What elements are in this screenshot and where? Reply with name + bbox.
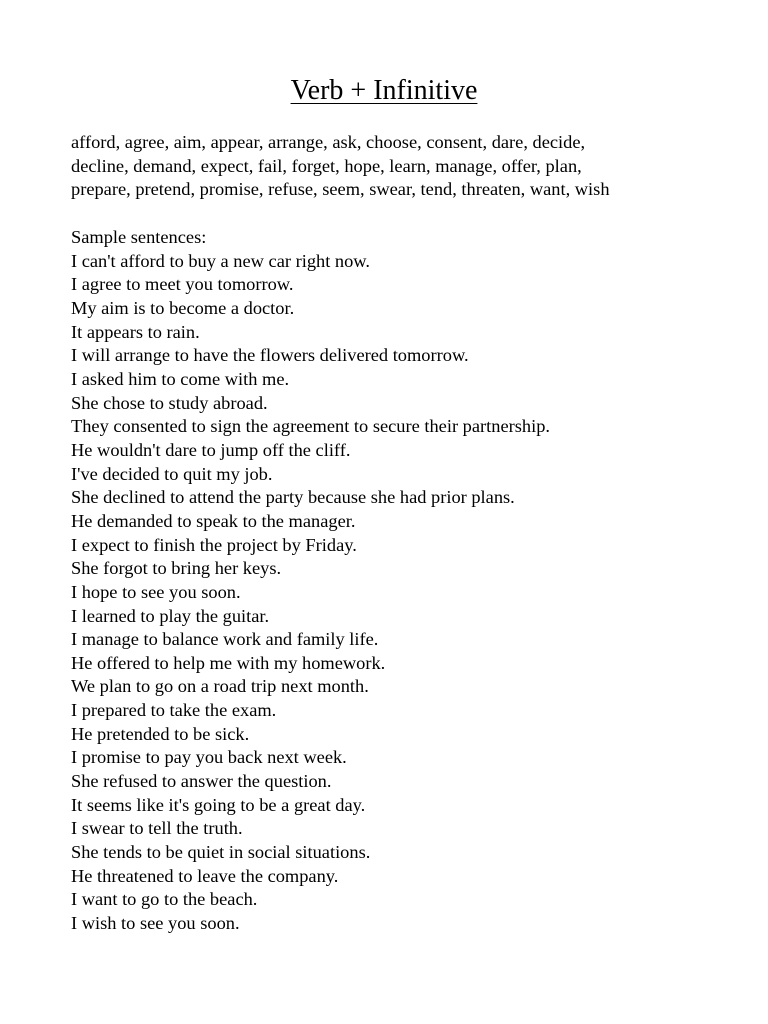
sentence: I want to go to the beach. bbox=[71, 889, 258, 910]
sentence: She tends to be quiet in social situations. bbox=[71, 842, 371, 863]
verb-list-line: prepare, pretend, promise, refuse, seem, swear, tend, threaten, want, wish bbox=[71, 179, 610, 200]
sentence: I wish to see you soon. bbox=[71, 913, 240, 934]
sentence: I agree to meet you tomorrow. bbox=[71, 274, 294, 295]
sentence: They consented to sign the agreement to secure their partnership. bbox=[71, 416, 551, 437]
sentence: I prepared to take the exam. bbox=[71, 700, 277, 721]
sentence: I hope to see you soon. bbox=[71, 581, 241, 602]
sentence: I manage to balance work and family life. bbox=[71, 629, 379, 650]
sentence: My aim is to become a doctor. bbox=[71, 297, 295, 318]
sentence: He offered to help me with my homework. bbox=[71, 652, 386, 673]
samples-heading: Sample sentences: bbox=[71, 227, 207, 247]
verb-list-line: afford, agree, aim, appear, arrange, ask, choose, consent, dare, decide, bbox=[71, 132, 586, 152]
sentence: She forgot to bring her keys. bbox=[71, 558, 282, 579]
sentence: I learned to play the guitar. bbox=[71, 605, 270, 626]
sentence: I asked him to come with me. bbox=[71, 368, 290, 389]
sentence: I can't afford to buy a new car right now. bbox=[71, 250, 370, 271]
sentence: I swear to tell the truth. bbox=[71, 818, 243, 839]
page-title: Verb + Infinitive bbox=[290, 75, 478, 106]
sentence: She declined to attend the party because she had prior plans. bbox=[71, 487, 515, 508]
sentence: She refused to answer the question. bbox=[71, 771, 332, 792]
sentence: He wouldn't dare to jump off the cliff. bbox=[71, 439, 351, 460]
sentence: We plan to go on a road trip next month. bbox=[71, 676, 369, 697]
sentence: It seems like it's going to be a great day. bbox=[71, 794, 366, 815]
sentence: I expect to finish the project by Friday. bbox=[71, 534, 357, 555]
sentence: I've decided to quit my job. bbox=[71, 463, 273, 484]
sentence: I promise to pay you back next week. bbox=[71, 747, 347, 768]
verb-list-line: decline, demand, expect, fail, forget, hope, learn, manage, offer, plan, bbox=[71, 155, 582, 176]
sentence: He demanded to speak to the manager. bbox=[71, 510, 356, 531]
sample-sentences bbox=[71, 226, 731, 936]
sentence: It appears to rain. bbox=[71, 321, 200, 342]
verb-list bbox=[71, 131, 731, 202]
sentence: I will arrange to have the flowers delivered tomorrow. bbox=[71, 345, 469, 366]
sentence: He threatened to leave the company. bbox=[71, 865, 339, 886]
sentence: He pretended to be sick. bbox=[71, 723, 250, 744]
sentence: She chose to study abroad. bbox=[71, 392, 268, 413]
